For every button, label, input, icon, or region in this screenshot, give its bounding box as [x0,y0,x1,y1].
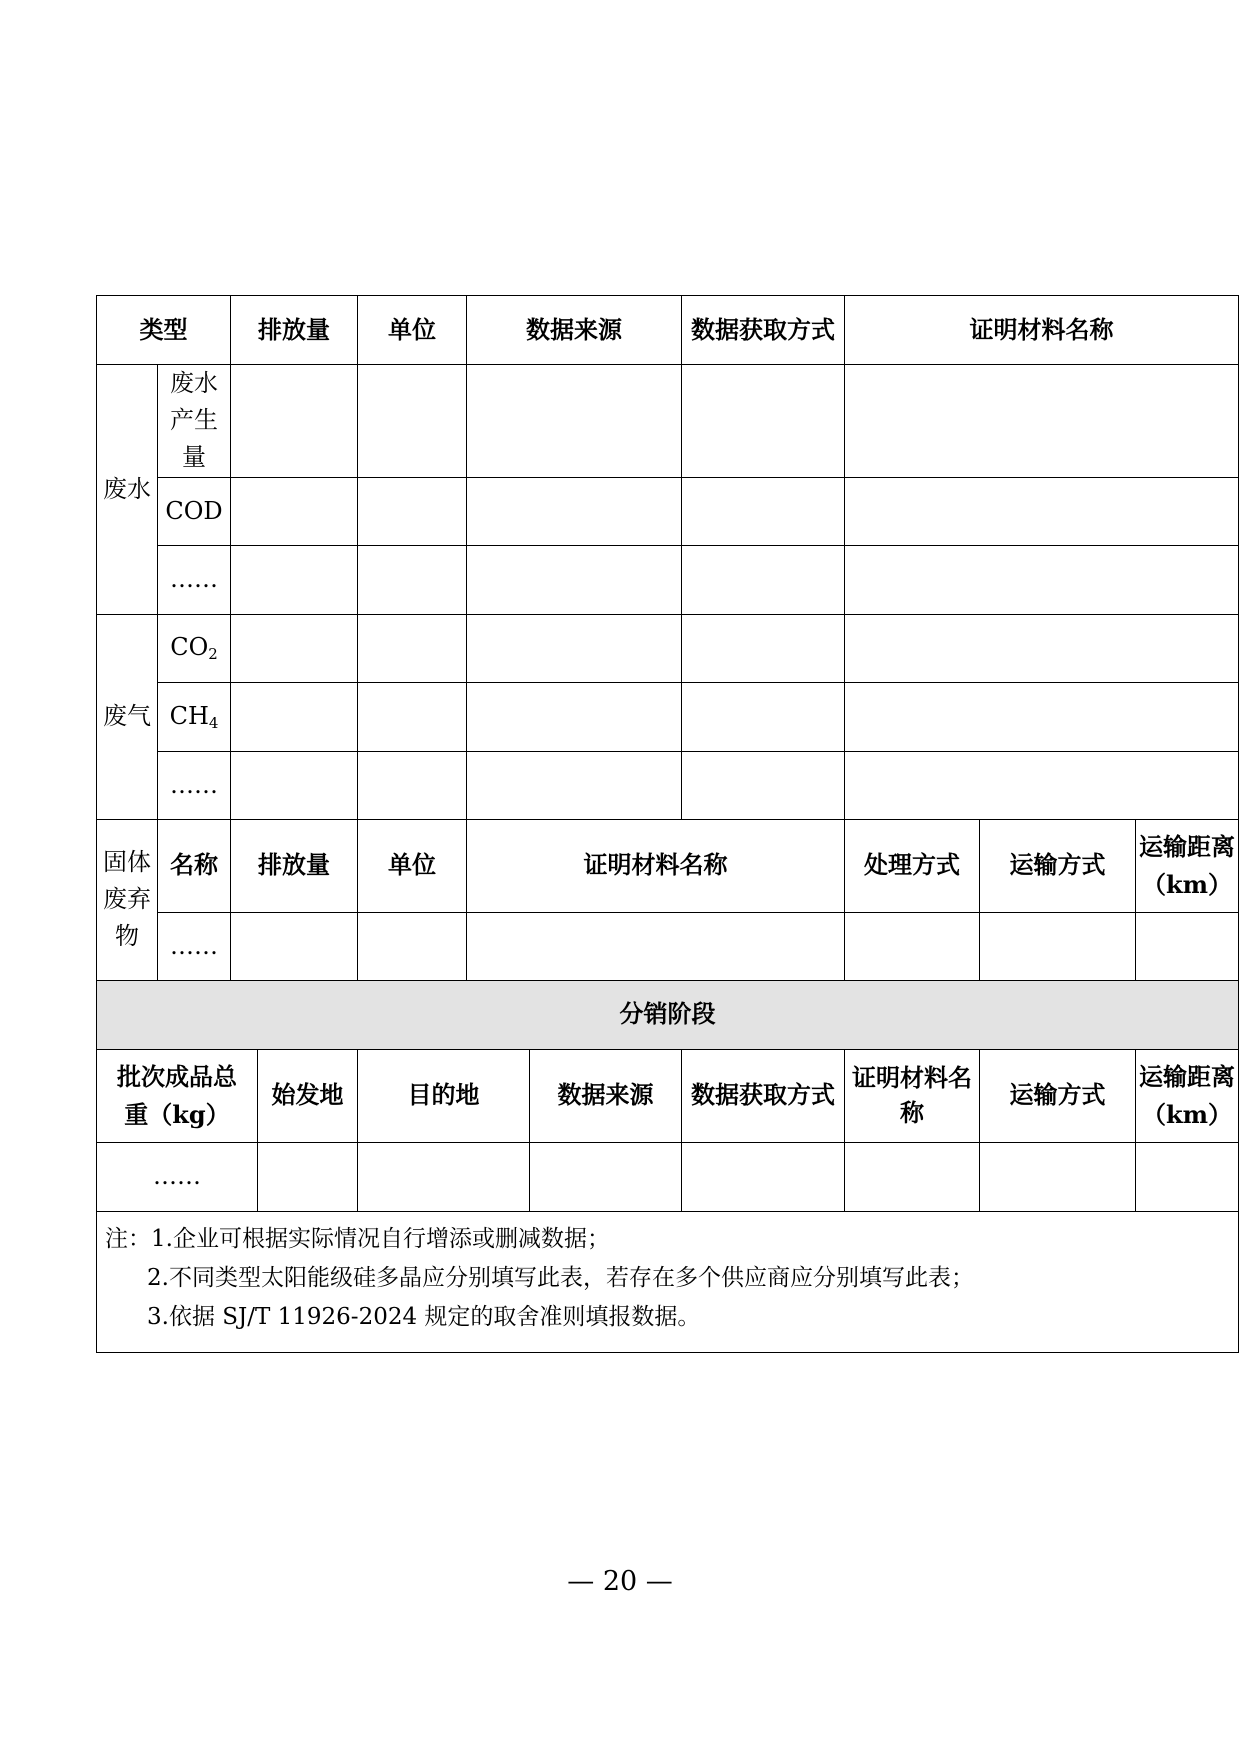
wastewater-more-source-cell[interactable] [467,545,682,614]
dist-origin-cell[interactable] [258,1142,358,1211]
dist-more-label: …… [97,1142,258,1211]
dist-transport-cell[interactable] [980,1142,1136,1211]
table-row [97,1142,1239,1211]
header-proof-material: 证明材料名称 [845,296,1239,365]
dist-method-cell[interactable] [682,1142,845,1211]
notes-row [97,1211,1239,1352]
distribution-section-title: 分销阶段 [97,980,1239,1049]
note-3: 3.依据 SJ/T 11926-2024 规定的取舍准则填报数据。 [147,1303,701,1330]
dist-proof-cell[interactable] [845,1142,980,1211]
ch4-proof-cell[interactable] [845,682,1239,751]
wastewater-more-amount-cell[interactable] [231,545,358,614]
distribution-header-row [97,1049,1239,1142]
wastewater-amount-cell[interactable] [231,365,358,478]
table-row [97,477,1239,545]
wastewater-more-proof-cell[interactable] [845,545,1239,614]
wastewater-more-unit-cell[interactable] [358,545,467,614]
solid-treatment-cell[interactable] [845,912,980,980]
dist-header-batch-weight: 批次成品总重（kg） [97,1049,258,1142]
co2-method-cell[interactable] [682,614,845,682]
solid-amount-cell[interactable] [231,912,358,980]
table-row [97,365,1239,478]
header-data-source: 数据来源 [467,296,682,365]
dist-destination-cell[interactable] [358,1142,530,1211]
waste-gas-label: 废气 [97,614,158,819]
solid-header-amount: 排放量 [231,819,358,912]
ch4-unit-cell[interactable] [358,682,467,751]
wastewater-unit-cell[interactable] [358,365,467,478]
cod-source-cell[interactable] [467,477,682,545]
page-number: — 20 — [567,1566,673,1597]
cod-unit-cell[interactable] [358,477,467,545]
note-1: 注：1.企业可根据实际情况自行增添或删减数据； [105,1225,610,1252]
gas-more-proof-cell[interactable] [845,751,1239,819]
co2-amount-cell[interactable] [231,614,358,682]
waste-gas-ch4-label: $CH_4$ [158,682,231,751]
note-2: 2.不同类型太阳能级硅多晶应分别填写此表，若存在多个供应商应分别填写此表； [147,1264,974,1291]
waste-gas-co2-label: $CO_2$ [158,614,231,682]
dist-header-destination: 目的地 [358,1049,530,1142]
cod-method-cell[interactable] [682,477,845,545]
solid-header-unit: 单位 [358,819,467,912]
solid-unit-cell[interactable] [358,912,467,980]
wastewater-cod-label: COD [158,477,231,545]
cod-proof-cell[interactable] [845,477,1239,545]
header-unit: 单位 [358,296,467,365]
ch4-method-cell[interactable] [682,682,845,751]
table-row [97,545,1239,614]
solid-waste-label: 固体废弃物 [97,819,158,980]
table-row [97,912,1239,980]
dist-header-proof: 证明材料名称 [845,1049,980,1142]
solid-header-distance: 运输距离（km） [1136,819,1239,912]
table-row [97,614,1239,682]
wastewater-amount-label: 废水产生量 [158,365,231,478]
gas-more-method-cell[interactable] [682,751,845,819]
table-header-row [97,296,1239,365]
co2-unit-cell[interactable] [358,614,467,682]
solid-waste-header-row [97,819,1239,912]
table-row [97,682,1239,751]
waste-gas-more-label: …… [158,751,231,819]
wastewater-proof-cell[interactable] [845,365,1239,478]
wastewater-label: 废水 [97,365,158,615]
solid-proof-cell[interactable] [467,912,845,980]
distribution-section-row [97,980,1239,1049]
cod-amount-cell[interactable] [231,477,358,545]
header-acquisition-method: 数据获取方式 [682,296,845,365]
dist-header-transport: 运输方式 [980,1049,1136,1142]
notes-cell [97,1211,1239,1352]
gas-more-source-cell[interactable] [467,751,682,819]
solid-header-name: 名称 [158,819,231,912]
ch4-source-cell[interactable] [467,682,682,751]
solid-transport-cell[interactable] [980,912,1136,980]
dist-header-origin: 始发地 [258,1049,358,1142]
solid-header-transport: 运输方式 [980,819,1136,912]
wastewater-method-cell[interactable] [682,365,845,478]
wastewater-more-method-cell[interactable] [682,545,845,614]
gas-more-amount-cell[interactable] [231,751,358,819]
dist-source-cell[interactable] [530,1142,682,1211]
table-row [97,751,1239,819]
solid-more-label: …… [158,912,231,980]
dist-header-distance: 运输距离（km） [1136,1049,1239,1142]
ch4-amount-cell[interactable] [231,682,358,751]
solid-distance-cell[interactable] [1136,912,1239,980]
co2-source-cell[interactable] [467,614,682,682]
emission-data-table [96,295,1239,1353]
dist-header-acquisition: 数据获取方式 [682,1049,845,1142]
gas-more-unit-cell[interactable] [358,751,467,819]
header-type: 类型 [97,296,231,365]
solid-header-treatment: 处理方式 [845,819,980,912]
dist-distance-cell[interactable] [1136,1142,1239,1211]
co2-proof-cell[interactable] [845,614,1239,682]
header-amount: 排放量 [231,296,358,365]
solid-header-proof: 证明材料名称 [467,819,845,912]
wastewater-source-cell[interactable] [467,365,682,478]
wastewater-more-label: …… [158,545,231,614]
dist-header-data-source: 数据来源 [530,1049,682,1142]
